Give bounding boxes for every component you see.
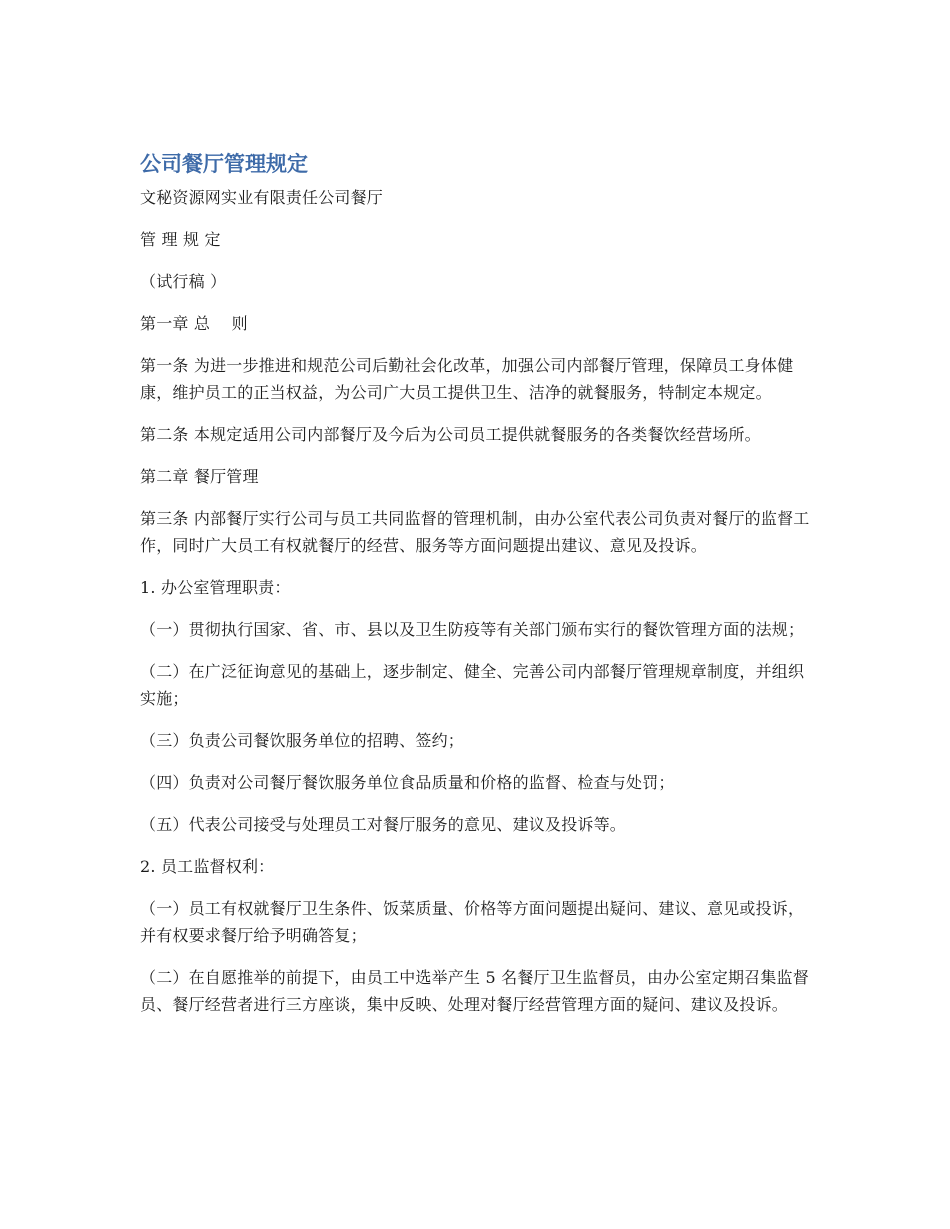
company-name: 文秘资源网实业有限责任公司餐厅 [140,188,384,207]
office-duty-3: （三）负责公司餐饮服务单位的招聘、签约； [140,731,465,750]
employee-right-1: （一）员工有权就餐厅卫生条件、饭菜质量、价格等方面问题提出疑问、建议、意见或投诉，并有权要求餐厅给予明确答复； [140,899,805,945]
office-duty-1: （一）贯彻执行国家、省、市、县以及卫生防疫等有关部门颁布实行的餐饮管理方面的法规； [140,620,805,639]
article-1: 第一条 为进一步推进和规范公司后勤社会化改革，加强公司内部餐厅管理，保障员工身体健康，维护员工的正当权益，为公司广大员工提供卫生、洁净的就餐服务，特制定本规定。 [140,356,794,402]
employee-right-2: （二）在自愿推举的前提下，由员工中选举产生 5 名餐厅卫生监督员，由办公室定期召集监督员、餐厅经营者进行三方座谈，集中反映、处理对餐厅经营管理方面的疑问、建议及投诉。 [140,968,809,1014]
article-3: 第三条 内部餐厅实行公司与员工共同监督的管理机制，由办公室代表公司负责对餐厅的监督工作，同时广大员工有权就餐厅的经营、服务等方面问题提出建议、意见及投诉。 [140,509,810,555]
document-page [140,148,820,1033]
chapter-1-heading: 第一章 总 则 [140,314,248,333]
office-duty-2: （二）在广泛征询意见的基础上，逐步制定、健全、完善公司内部餐厅管理规章制度，并组织实施； [140,662,805,708]
chapter-2-heading: 第二章 餐厅管理 [140,467,259,486]
draft-label: （试行稿 ） [140,272,227,291]
office-duty-4: （四）负责对公司餐厅餐饮服务单位食品质量和价格的监督、检查与处罚； [140,773,675,792]
regulation-heading: 管 理 规 定 [140,230,221,249]
document-title: 公司餐厅管理规定 [140,152,308,176]
office-duties-heading: 1. 办公室管理职责： [140,578,291,597]
article-2: 第二条 本规定适用公司内部餐厅及今后为公司员工提供就餐服务的各类餐饮经营场所。 [140,425,761,444]
employee-rights-heading: 2. 员工监督权利： [140,857,275,876]
office-duty-5: （五）代表公司接受与处理员工对餐厅服务的意见、建议及投诉等。 [140,815,627,834]
